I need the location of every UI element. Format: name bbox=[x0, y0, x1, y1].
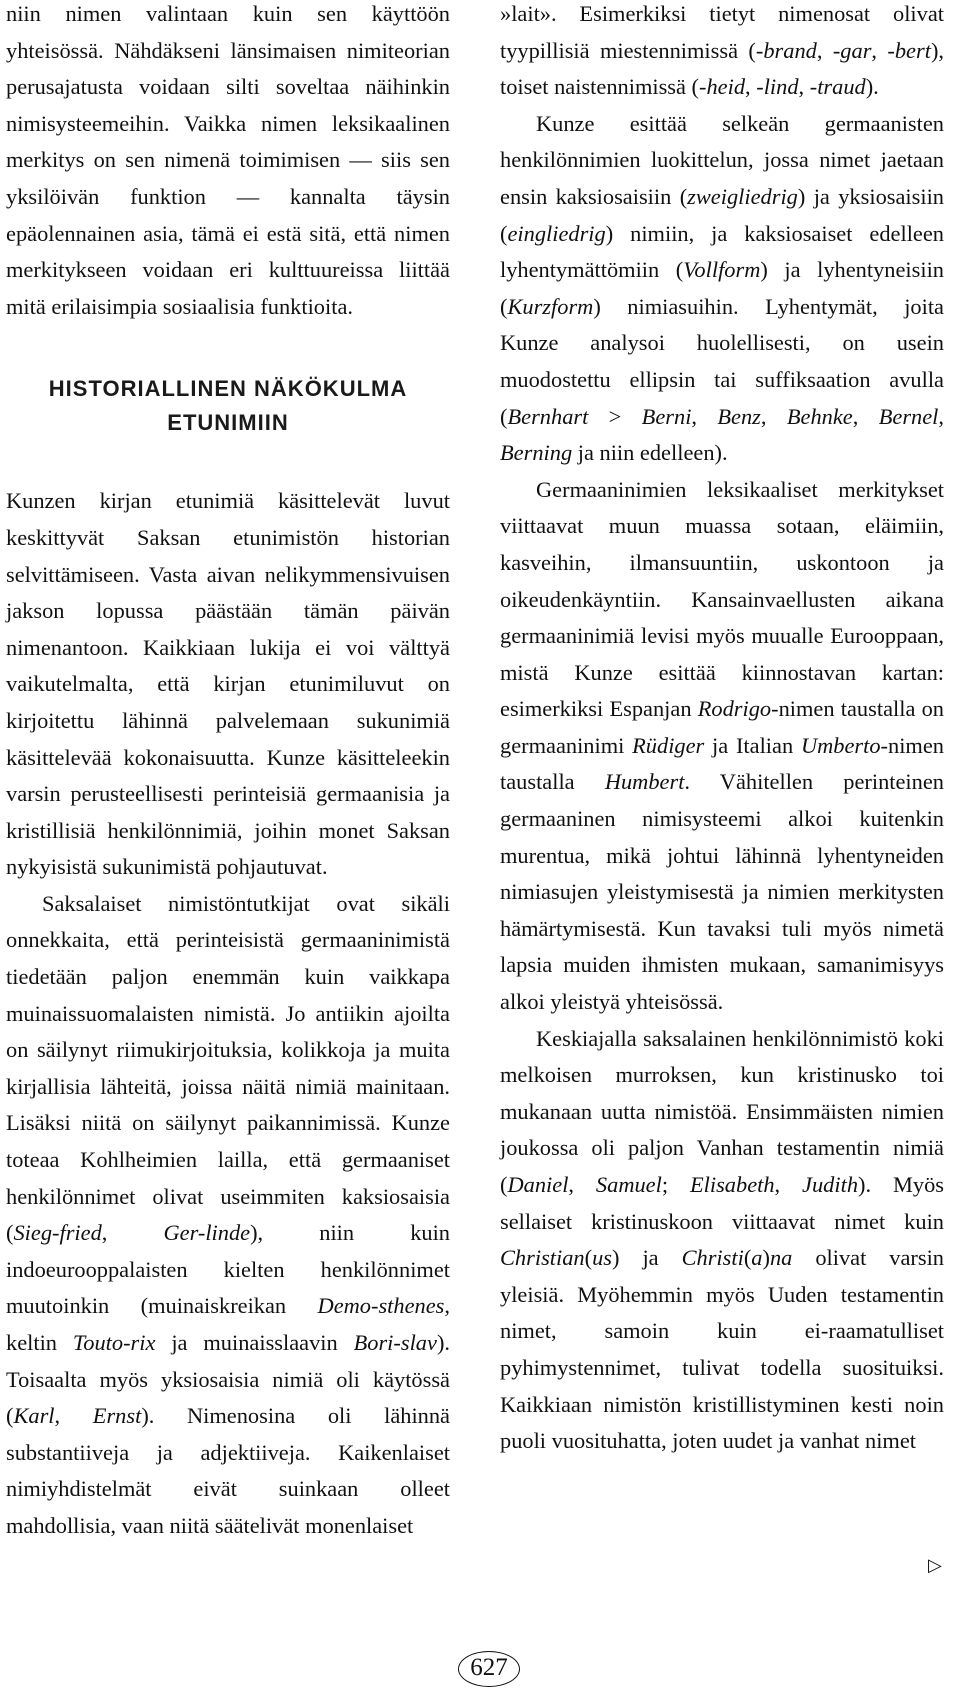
section-heading-line1: HISTORIALLINEN NÄKÖKULMA bbox=[48, 376, 408, 402]
italic-term: Bernhart bbox=[507, 403, 589, 429]
intro-paragraph: niin nimen valintaan kuin sen käyttöön yhteisössä. Nähdäkseni länsimaisen nimiteorian perusajatusta voidaan silti soveltaa näihinkin nimisysteemeihin. Vaikka nimen leksikaalinen merkitys on sen nimenä toimimisen — siis sen yksilöivän funktion — kannalta täysin epäolennainen asia, tämä ei estä sitä, että nimen merkitykseen voidaan eri kulttuureissa liittää mitä erilaisimpia sosiaalisia funktioita. bbox=[6, 1, 450, 319]
italic-term: Sieg-fried bbox=[13, 1220, 102, 1246]
italic-term: a bbox=[751, 1245, 763, 1271]
italic-term: Demo-sthenes bbox=[317, 1293, 445, 1319]
italic-term: Berni bbox=[641, 403, 692, 429]
italic-term: Ger-linde bbox=[163, 1220, 251, 1246]
italic-term: Touto-rix bbox=[72, 1330, 156, 1355]
section-paragraph-2: Saksalaiset nimistöntutkijat ovat sikäli onnekkaita, että perinteisistä germaaninimistä tiedetään paljon enemmän kuin vaikkapa muinaissuomalaisten nimistä. Jo antiikin ajoilta on säilynyt riimukirjoituksia, kolikkoja ja muita kirjallisia lähteitä, joissa näitä nimiä mainitaan. Lisäksi niitä on säilynyt paikannimissä. Kunze toteaa Kohlheimien lailla, että germaaniset henkilönnimet olivat useimmiten kaksiosaisia (Sieg-fried, Ger-linde), niin kuin indoeurooppalaisten kielten henkilönnimet muutoinkin (muinaiskreikan Demo-sthenes, keltin Touto-rix ja muinaisslaavin Bori-slav). Toisaalta myös yksiosaisia nimiä oli käytössä (Karl, Ernst). Nimenosina oli lähinnä substantiiveja ja adjektiiveja. Kaikenlaiset nimiyhdistelmät eivät suinkaan olleet mahdollisia, vaan niitä säätelivät monenlaiset bbox=[6, 890, 451, 1538]
italic-term: Rodrigo bbox=[697, 696, 772, 722]
section-heading bbox=[6, 372, 450, 440]
left-column bbox=[6, 0, 450, 1545]
continue-arrow-icon: ▷ bbox=[928, 1555, 942, 1576]
italic-term: zweigliedrig bbox=[687, 183, 798, 209]
italic-term: -lind bbox=[756, 74, 799, 100]
section-heading-line2: ETUNIMIIN bbox=[167, 410, 289, 436]
italic-term: Christi bbox=[681, 1245, 744, 1271]
italic-term: us bbox=[592, 1245, 613, 1271]
italic-term: -heid bbox=[699, 74, 746, 100]
continued-paragraph: »lait». Esimerkiksi tietyt nimenosat olivat tyypillisiä miestennimissä (-brand, -gar, -bert), toiset naistennimissä (-heid, -lind, -traud). bbox=[500, 1, 944, 100]
italic-term: Vollform bbox=[683, 257, 761, 283]
italic-term: Rüdiger bbox=[632, 732, 705, 758]
italic-term: Daniel bbox=[507, 1172, 569, 1197]
italic-term: Umberto bbox=[800, 732, 881, 758]
middle-ages-paragraph: Keskiajalla saksalainen henkilönnimistö koki melkoisen murroksen, kun kristinusko toi mukanaan uutta nimistöä. Ensimmäisten nimien joukossa oli paljon Vanhan testamentin nimiä (Daniel, Samuel; Elisabeth, Judith). Myös sellaiset kristinuskoon viittaavat nimet kuin Christian(us) ja Christi(a)na olivat varsin yleisiä. Myöhemmin myös Uuden testamentin nimet, samoin kuin ei-raamatulliset pyhimystennimet, tulivat todella suosituiksi. Kaikkiaan nimistön kristillistyminen kesti noin puoli vuosituhatta, joten uudet ja vanhat nimet bbox=[500, 1025, 944, 1454]
italic-term: Ernst bbox=[92, 1403, 142, 1429]
meanings-paragraph: Germaaninimien leksikaaliset merkitykset viittaavat muun muassa sotaan, eläimiin, kasveihin, ilmansuuntiin, uskontoon ja oikeudenkäyntiin. Kansainvaellusten aikana germaaninimiä levisi myös muualle Eurooppaan, mistä Kunze esittää kiinnostavan kartan: esimerkiksi Espanjan Rodrigo-nimen taustalla on germaaninimi Rüdiger ja Italian Umberto-nimen taustalla Humbert. Vähitellen perinteinen germaaninen nimisysteemi alkoi kuitenkin murentua, mikä johtui lähinnä lyhentyneiden nimiasujen yleistymisestä ja nimien merkitysten hämärtymisestä. Kun tavaksi tuli myös nimetä lapsia muiden ihmisten mukaan, samanimisyys alkoi yleistyä yhteisössä. bbox=[500, 476, 944, 1015]
right-column bbox=[500, 0, 944, 1460]
italic-term: Bernel bbox=[878, 403, 939, 429]
italic-term: Samuel bbox=[595, 1172, 662, 1197]
italic-term: Behnke bbox=[786, 403, 853, 429]
italic-term: Karl bbox=[13, 1403, 55, 1429]
italic-term: Humbert bbox=[604, 769, 685, 795]
italic-term: -bert bbox=[887, 37, 931, 63]
italic-term: -traud bbox=[809, 74, 866, 100]
italic-term: Elisabeth bbox=[689, 1172, 775, 1197]
italic-term: Kurzform bbox=[507, 293, 594, 319]
italic-term: Bori-slav bbox=[353, 1330, 437, 1355]
italic-term: na bbox=[769, 1245, 793, 1271]
italic-term: eingliedrig bbox=[507, 220, 606, 246]
italic-term: -gar bbox=[832, 37, 872, 63]
classification-paragraph: Kunze esittää selkeän germaanisten henkilönnimien luokittelun, jossa nimet jaetaan ensin kaksiosaisiin (zweigliedrig) ja yksiosaisiin (eingliedrig) nimiin, ja kaksiosaiset edelleen lyhentymättömiin (Vollform) ja lyhentyneisiin (Kurzform) nimiasuihin. Lyhentymät, joita Kunze analysoi huolellisesti, on usein muodostettu ellipsin tai suffiksaation avulla (Bernhart > Berni, Benz, Behnke, Bernel, Berning ja niin edelleen). bbox=[500, 110, 944, 466]
italic-term: -brand bbox=[755, 37, 817, 63]
italic-term: Christian bbox=[500, 1245, 585, 1271]
section-paragraph-1: Kunzen kirjan etunimiä käsittelevät luvut keskittyvät Saksan etunimistön historian selvittämiseen. Vasta aivan nelikymmensivuisen jakson lopussa päästään tämän päivän nimenantoon. Kaikkiaan lukija ei voi välttyä vaikutelmalta, että kirjan etunimiluvut on kirjoitettu lähinnä palvelemaan sukunimiä käsittelevää kokonaisuutta. Kunze käsitteleekin varsin perusteellisesti perinteisiä germaanisia ja kristillisiä henkilönnimiä, joihin monet Saksan nykyisistä sukunimistä pohjautuvat. bbox=[6, 488, 450, 880]
page-number: 627 bbox=[458, 1651, 520, 1687]
italic-term: Judith bbox=[802, 1172, 859, 1197]
italic-term: Berning bbox=[500, 440, 573, 466]
italic-term: Benz bbox=[717, 403, 761, 429]
